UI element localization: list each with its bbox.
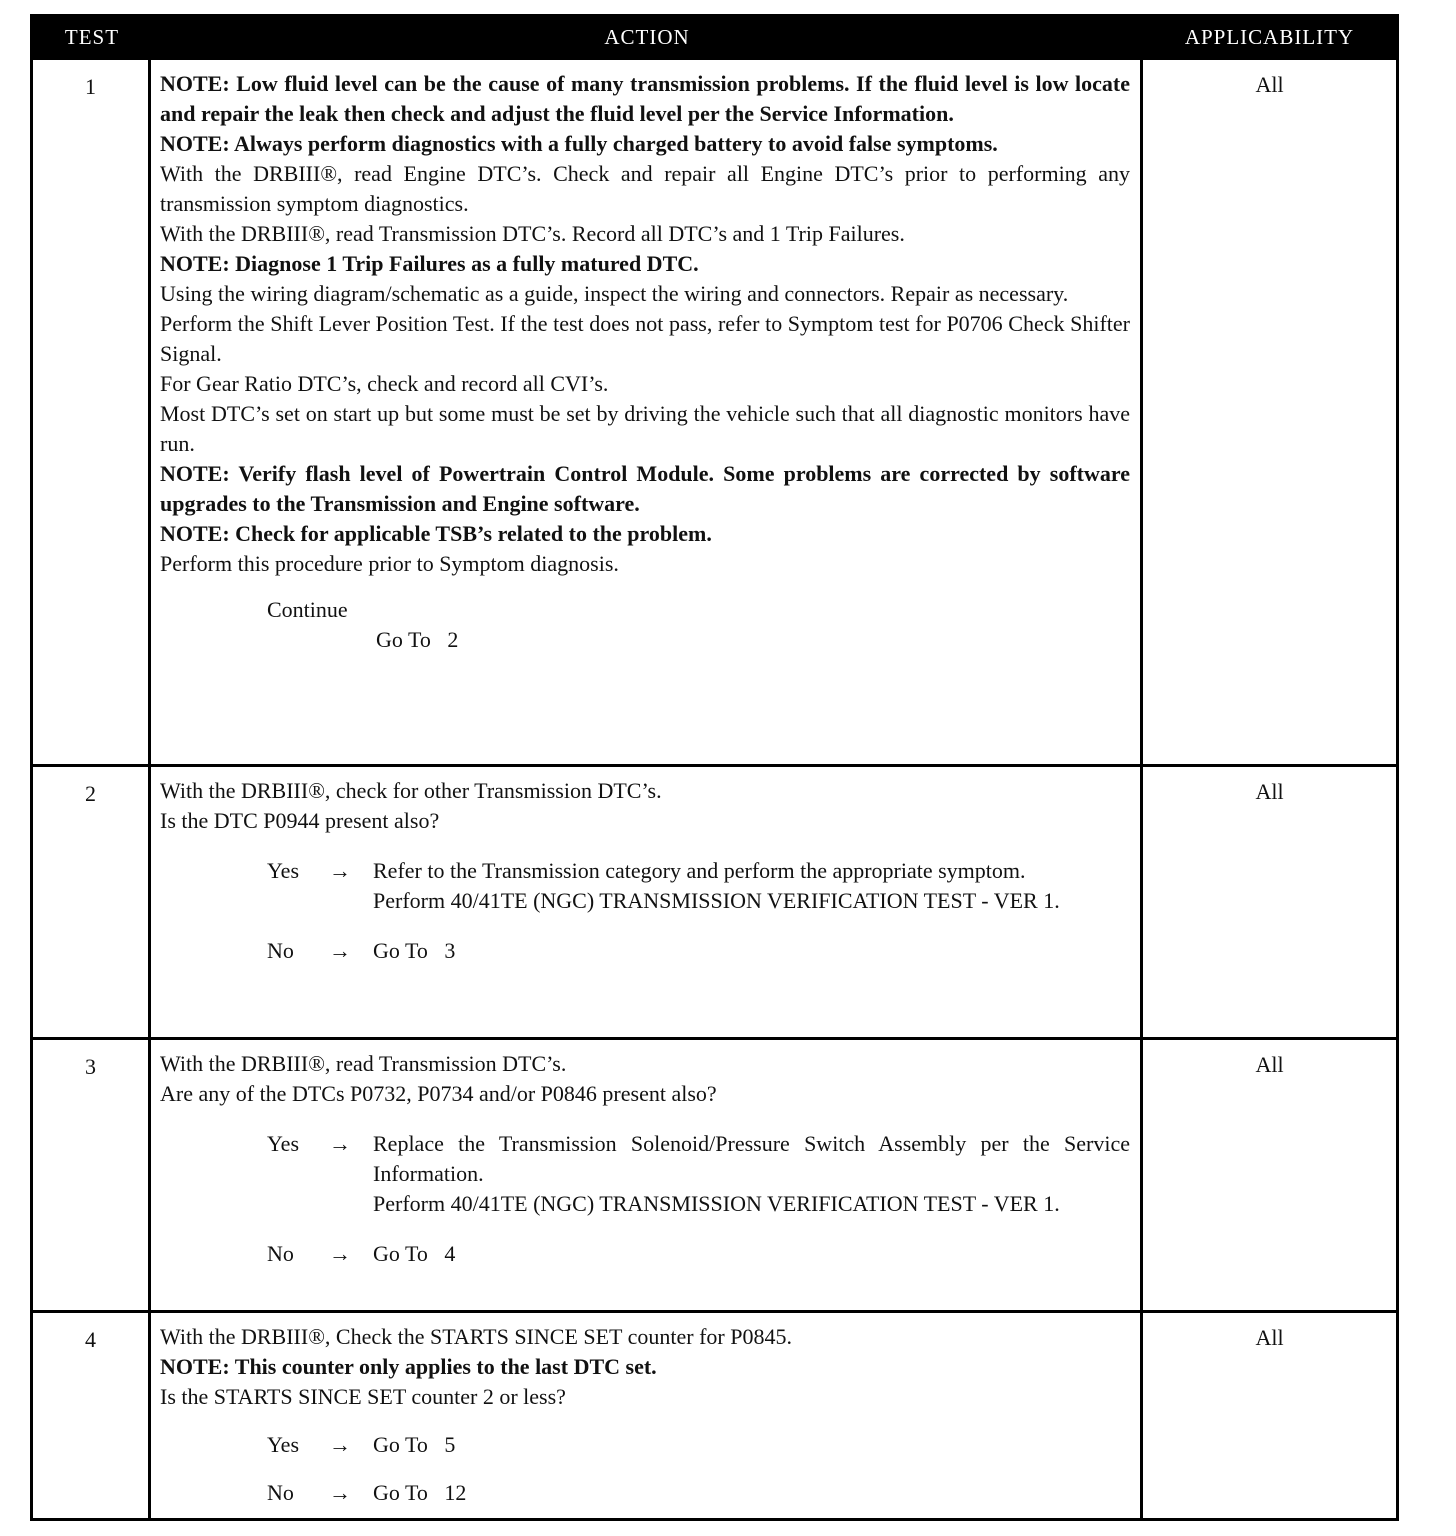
action-line: For Gear Ratio DTC’s, check and record all CVI’s. (160, 371, 609, 396)
yes-text: Go To 5 (373, 1432, 456, 1457)
action-cell (151, 60, 1143, 764)
arrow-icon: → (329, 1131, 351, 1156)
action-cell (151, 1040, 1143, 1310)
action-line: Is the DTC P0944 present also? (160, 808, 440, 833)
arrow-icon: → (329, 1432, 351, 1457)
note-line: NOTE: Verify flash level of Powertrain Control Module. Some problems are corrected by software upgrades to the Transmission and Engine software. (160, 461, 1130, 516)
yes-text (373, 856, 1130, 916)
arrow-icon: → (329, 1480, 351, 1505)
yes-label: Yes (267, 858, 300, 883)
yes-answer (160, 1430, 1130, 1460)
applicability-cell: All (1255, 779, 1284, 804)
header-applicability: APPLICABILITY (1184, 24, 1355, 49)
no-text: Go To 12 (373, 1480, 467, 1505)
arrow-icon: → (329, 938, 351, 963)
yes-label: Yes (267, 1432, 300, 1457)
yes-text-line: Replace the Transmission Solenoid/Pressure Switch Assembly per the Service Information. (373, 1131, 1130, 1186)
yes-label: Yes (267, 1131, 300, 1156)
applicability-cell: All (1255, 72, 1284, 97)
action-line: Is the STARTS SINCE SET counter 2 or less? (160, 1384, 566, 1409)
yes-text-line: Refer to the Transmission category and perform the appropriate symptom. (373, 858, 1026, 883)
action-line: With the DRBIII®, Check the STARTS SINCE SET counter for P0845. (160, 1324, 792, 1349)
arrow-icon: → (329, 1241, 351, 1266)
arrow-icon: → (329, 858, 351, 883)
action-line: With the DRBIII®, read Transmission DTC’s. (160, 1051, 567, 1076)
action-line: Are any of the DTCs P0732, P0734 and/or P0846 present also? (160, 1081, 717, 1106)
test-number: 4 (33, 1313, 151, 1518)
note-line: NOTE: Check for applicable TSB’s related to the problem. (160, 521, 712, 546)
no-label: No (267, 938, 294, 963)
action-line: Perform this procedure prior to Symptom diagnosis. (160, 551, 619, 576)
table-row (33, 764, 1396, 1037)
table-header (33, 17, 1396, 57)
action-cell (151, 767, 1143, 1037)
no-answer (160, 1239, 1130, 1269)
no-answer (160, 1478, 1130, 1508)
continue-label: Continue (267, 597, 348, 622)
no-answer (160, 936, 1130, 966)
action-line: Using the wiring diagram/schematic as a guide, inspect the wiring and connectors. Repair as necessary. (160, 281, 1069, 306)
no-label: No (267, 1480, 294, 1505)
action-line: With the DRBIII®, read Engine DTC’s. Check and repair all Engine DTC’s prior to performing any transmission symptom diagnostics. (160, 161, 1130, 216)
yes-text-line: Perform 40/41TE (NGC) TRANSMISSION VERIFICATION TEST - VER 1. (373, 888, 1060, 913)
no-text: Go To 4 (373, 1241, 456, 1266)
test-number: 1 (33, 60, 151, 764)
action-cell (151, 1313, 1143, 1518)
note-line: NOTE: This counter only applies to the last DTC set. (160, 1354, 657, 1379)
header-action: ACTION (604, 24, 690, 49)
no-label: No (267, 1241, 294, 1266)
table-row (33, 1310, 1396, 1518)
note-line: NOTE: Low fluid level can be the cause of many transmission problems. If the fluid level is low locate and repair the leak then check and adjust the fluid level per the Service Information. (160, 71, 1130, 126)
no-text: Go To 3 (373, 938, 456, 963)
continue-goto: Go To 2 (376, 627, 459, 652)
applicability-cell: All (1255, 1325, 1284, 1350)
action-line: Perform the Shift Lever Position Test. If the test does not pass, refer to Symptom test for P0706 Check Shifter Signal. (160, 311, 1130, 366)
yes-answer (160, 1129, 1130, 1219)
yes-text-line: Perform 40/41TE (NGC) TRANSMISSION VERIFICATION TEST - VER 1. (373, 1191, 1060, 1216)
test-number: 2 (33, 767, 151, 1037)
header-test: TEST (64, 24, 120, 49)
applicability-cell: All (1255, 1052, 1284, 1077)
note-line: NOTE: Diagnose 1 Trip Failures as a fully matured DTC. (160, 251, 699, 276)
yes-answer (160, 856, 1130, 916)
table-row (33, 57, 1396, 764)
yes-text (373, 1129, 1130, 1219)
action-line: Most DTC’s set on start up but some must be set by driving the vehicle such that all diagnostic monitors have run. (160, 401, 1130, 456)
action-line: With the DRBIII®, read Transmission DTC’s. Record all DTC’s and 1 Trip Failures. (160, 221, 905, 246)
test-number: 3 (33, 1040, 151, 1310)
action-line: With the DRBIII®, check for other Transmission DTC’s. (160, 778, 662, 803)
note-line: NOTE: Always perform diagnostics with a fully charged battery to avoid false symptoms. (160, 131, 998, 156)
table-row (33, 1037, 1396, 1310)
diagnostic-table (30, 14, 1399, 1521)
